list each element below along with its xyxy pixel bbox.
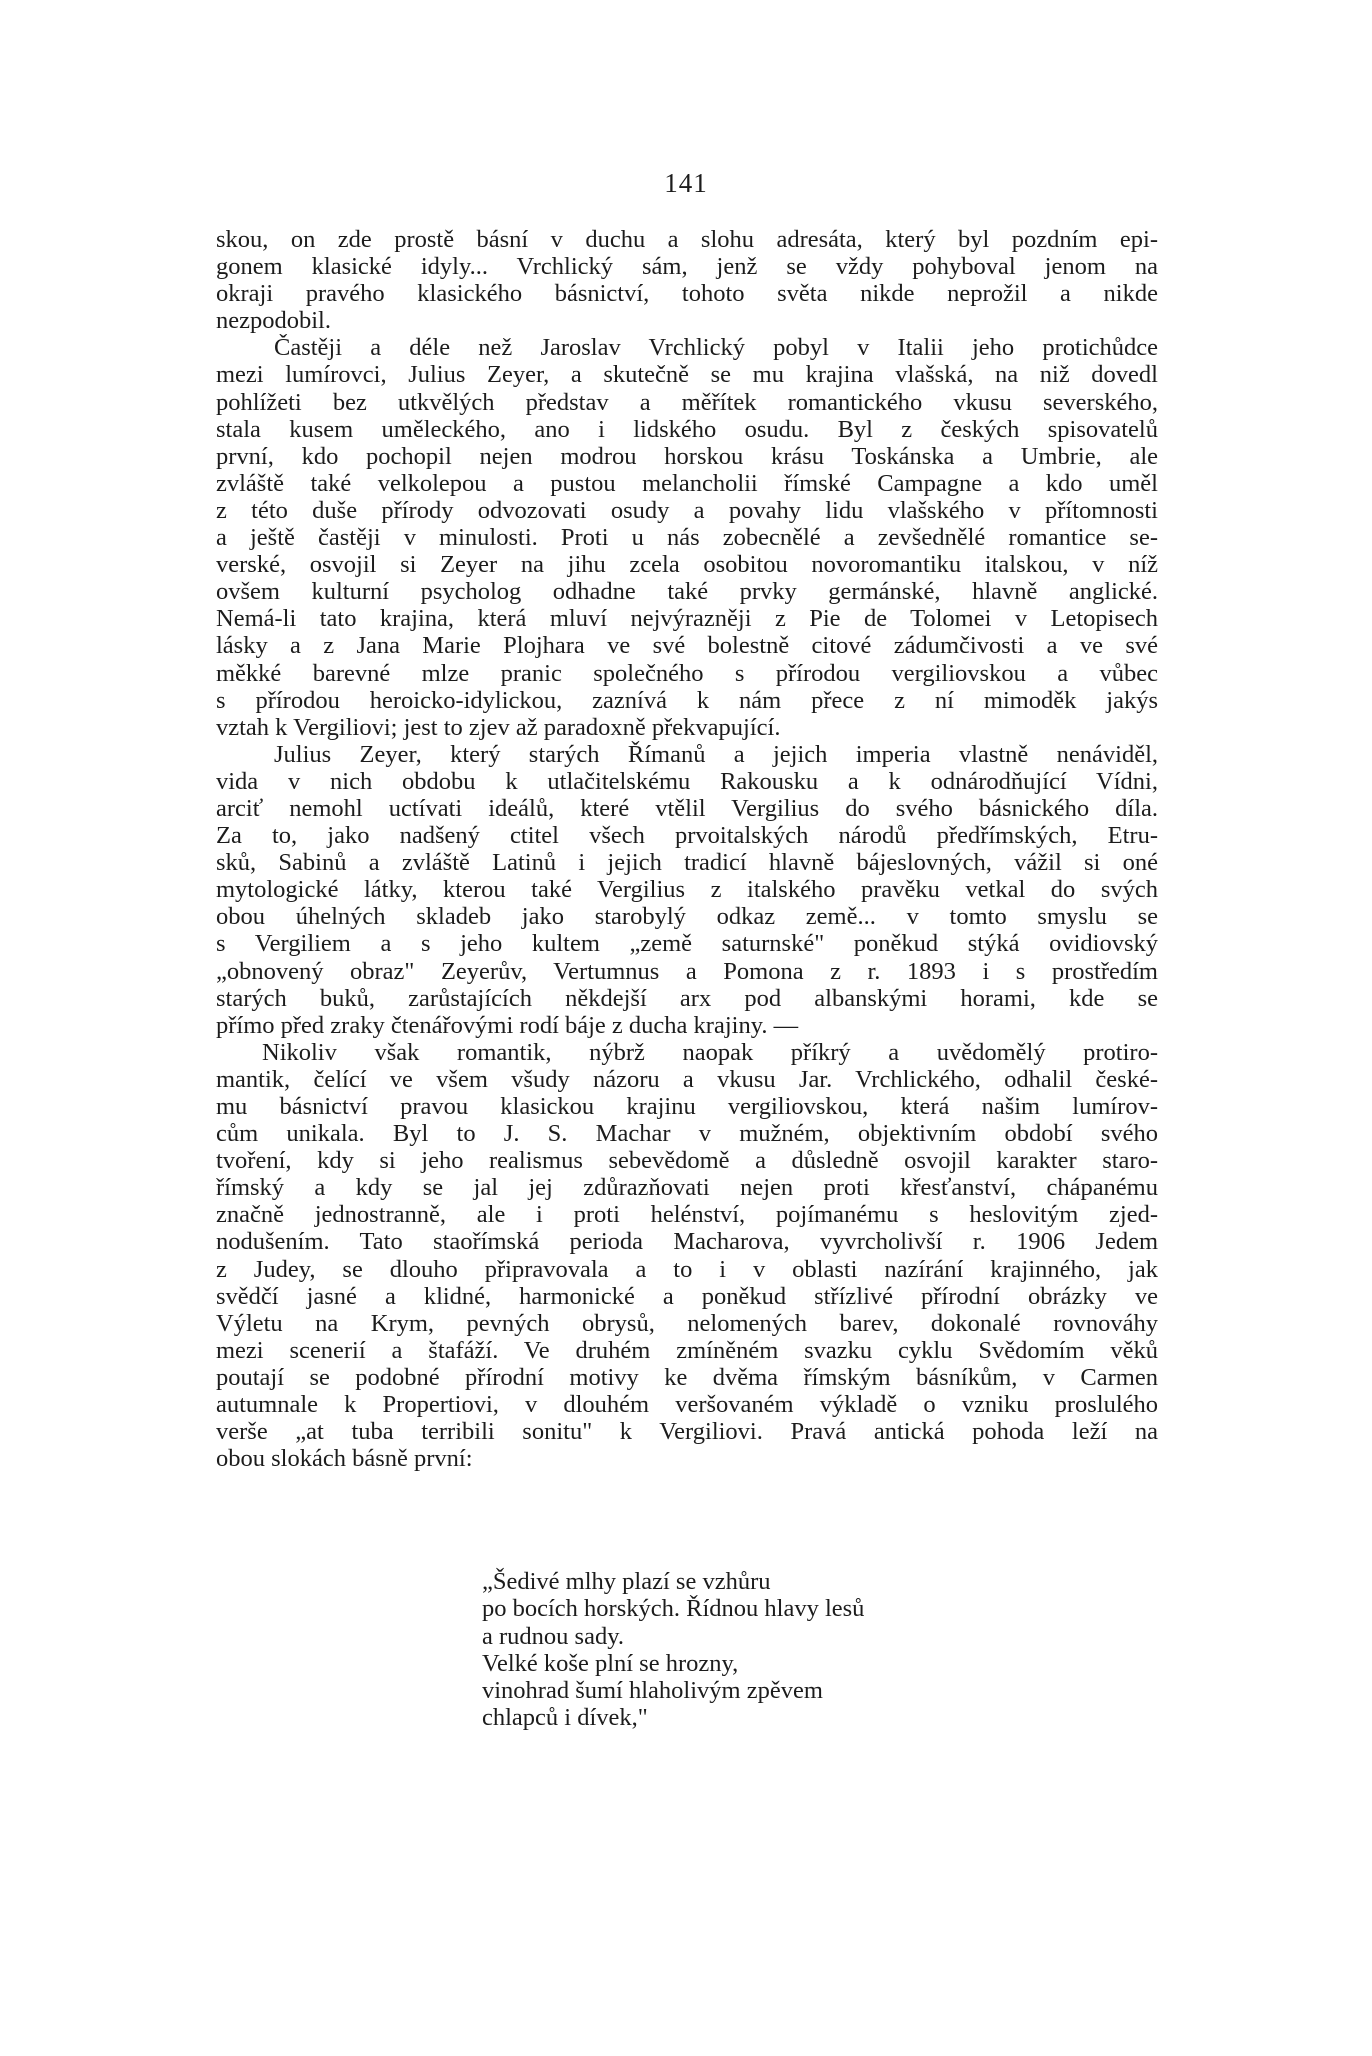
verse-line: „Šedivé mlhy plazí se vzhůru (482, 1568, 771, 1595)
text-line: značně jednostranně, ale i proti helénství, pojímanému s heslovitým zjed- (216, 1201, 1158, 1229)
text-line: první, kdo pochopil nejen modrou horskou krásu Toskánska a Umbrie, ale (216, 442, 1158, 470)
text-line: Častěji a déle než Jaroslav Vrchlický pobyl v Italii jeho protichůdce (274, 334, 1158, 362)
text-line: s přírodou heroicko-idylickou, zaznívá k nám přece z ní mimoděk jakýs (216, 686, 1158, 714)
text-line: stala kusem uměleckého, ano i lidského osudu. Byl z českých spisovatelů (216, 415, 1158, 443)
text-line: poutají se podobné přírodní motivy ke dvěma římským básníkům, v Carmen (216, 1363, 1158, 1391)
text-line: nezpodobil. (216, 307, 331, 335)
text-line: arciť nemohl uctívati ideálů, které vtělil Vergilius do svého básnického díla. (216, 794, 1158, 822)
text-line: z Judey, se dlouho připravovala a to i v oblasti nazírání krajinného, jak (216, 1255, 1158, 1283)
text-line: z této duše přírody odvozovati osudy a povahy lidu vlašského v přítomnosti (216, 496, 1158, 524)
text-line: gonem klasické idyly... Vrchlický sám, jenž se vždy pohyboval jenom na (216, 253, 1158, 281)
verse-line: chlapců i dívek," (482, 1704, 648, 1732)
text-line: svědčí jasné a klidné, harmonické a poněkud střízlivé přírodní obrázky ve (216, 1282, 1158, 1310)
page-number: 141 (664, 168, 708, 198)
text-line: verše „at tuba terribili sonitu" k Vergiliovi. Pravá antická pohoda leží na (216, 1418, 1158, 1446)
text-line: starých buků, zarůstajících někdejší arx pod albanskými horami, kde se (216, 984, 1158, 1012)
text-line: verské, osvojil si Zeyer na jihu zcela osobitou novoromantiku italskou, v níž (216, 551, 1158, 579)
text-line: sků, Sabinů a zvláště Latinů i jejich tradicí hlavně bájeslovných, vážil si oné (216, 849, 1158, 877)
text-line: nodušením. Tato staořímská perioda Macharova, vyvrcholivší r. 1906 Jedem (216, 1228, 1158, 1256)
text-line: Julius Zeyer, který starých Římanů a jejich imperia vlastně nenáviděl, (274, 740, 1158, 768)
text-line: pohlížeti bez utkvělých představ a měřítek romantického vkusu severského, (216, 388, 1158, 416)
text-line: tvoření, kdy si jeho realismus sebevědomě a důsledně osvojil karakter staro- (216, 1147, 1158, 1175)
text-line: mu básnictví pravou klasickou krajinu vergiliovskou, která našim lumírov- (216, 1093, 1158, 1120)
text-line: Nikoliv však romantik, nýbrž naopak příkrý a uvědomělý protiro- (262, 1038, 1158, 1066)
text-line: Nemá-li tato krajina, která mluví nejvýrazněji z Pie de Tolomei v Letopisech (216, 605, 1158, 633)
text-line: okraji pravého klasického básnictví, tohoto světa nikde neprožil a nikde (216, 280, 1158, 308)
text-line: autumnale k Propertiovi, v dlouhém veršovaném výkladě o vzniku proslulého (216, 1391, 1158, 1419)
text-line: ovšem kulturní psycholog odhadne také prvky germánské, hlavně anglické. (216, 578, 1158, 606)
text-line: vztah k Vergiliovi; jest to zjev až paradoxně překvapující. (216, 713, 781, 741)
poem-quotation (482, 1568, 1042, 1732)
text-line: mantik, čelící ve všem všudy názoru a vkusu Jar. Vrchlického, odhalil české- (216, 1065, 1158, 1093)
text-line: s Vergiliem a s jeho kultem „země saturnské" poněkud stýká ovidiovský (216, 930, 1158, 958)
text-line: mytologické látky, kterou také Vergilius z italského pravěku vetkal do svých (216, 876, 1158, 904)
body-text (216, 226, 1158, 1472)
text-line: zvláště také velkolepou a pustou melancholii římské Campagne a kdo uměl (216, 469, 1158, 497)
text-line: vida v nich obdobu k utlačitelskému Rakousku a k odnárodňující Vídni, (216, 767, 1158, 795)
text-line: a ještě častěji v minulosti. Proti u nás zobecnělé a zevšednělé romantice se- (216, 524, 1158, 552)
text-line: „obnovený obraz" Zeyerův, Vertumnus a Pomona z r. 1893 i s prostředím (216, 957, 1158, 985)
verse-line: po bocích horských. Řídnou hlavy lesů (482, 1595, 865, 1623)
paragraph (216, 334, 1158, 740)
paragraph (216, 1039, 1158, 1473)
verse-line: a rudnou sady. (482, 1622, 624, 1650)
paragraph (216, 226, 1158, 334)
text-line: lásky a z Jana Marie Plojhara ve své bolestně citové zádumčivosti a ve své (216, 632, 1158, 660)
text-line: obou slokách básně první: (216, 1445, 473, 1473)
text-line: mezi scenerií a štafáží. Ve druhém zmíněném svazku cyklu Svědomím věků (216, 1336, 1158, 1364)
verse-line: Velké koše plní se hrozny, (482, 1649, 739, 1677)
text-line: Výletu na Krym, pevných obrysů, nelomených barev, dokonalé rovnováhy (216, 1309, 1158, 1337)
text-line: přímo před zraky čtenářovými rodí báje z ducha krajiny. — (216, 1011, 799, 1039)
text-line: obou úhelných skladeb jako starobylý odkaz země... v tomto smyslu se (216, 903, 1158, 931)
text-line: římský a kdy se jal jej zdůrazňovati nejen proti křesťanství, chápanému (216, 1174, 1158, 1202)
text-line: měkké barevné mlze pranic společného s přírodou vergiliovskou a vůbec (216, 659, 1158, 687)
paragraph (216, 741, 1158, 1039)
verse-line: vinohrad šumí hlaholivým zpěvem (482, 1677, 823, 1705)
text-line: cům unikala. Byl to J. S. Machar v mužném, objektivním období svého (216, 1120, 1158, 1148)
text-line: mezi lumírovci, Julius Zeyer, a skutečně se mu krajina vlašská, na niž dovedl (216, 361, 1158, 389)
text-line: skou, on zde prostě básní v duchu a slohu adresáta, který byl pozdním epi- (216, 226, 1158, 253)
text-line: Za to, jako nadšený ctitel všech prvoitalských národů předřímských, Etru- (216, 822, 1158, 850)
